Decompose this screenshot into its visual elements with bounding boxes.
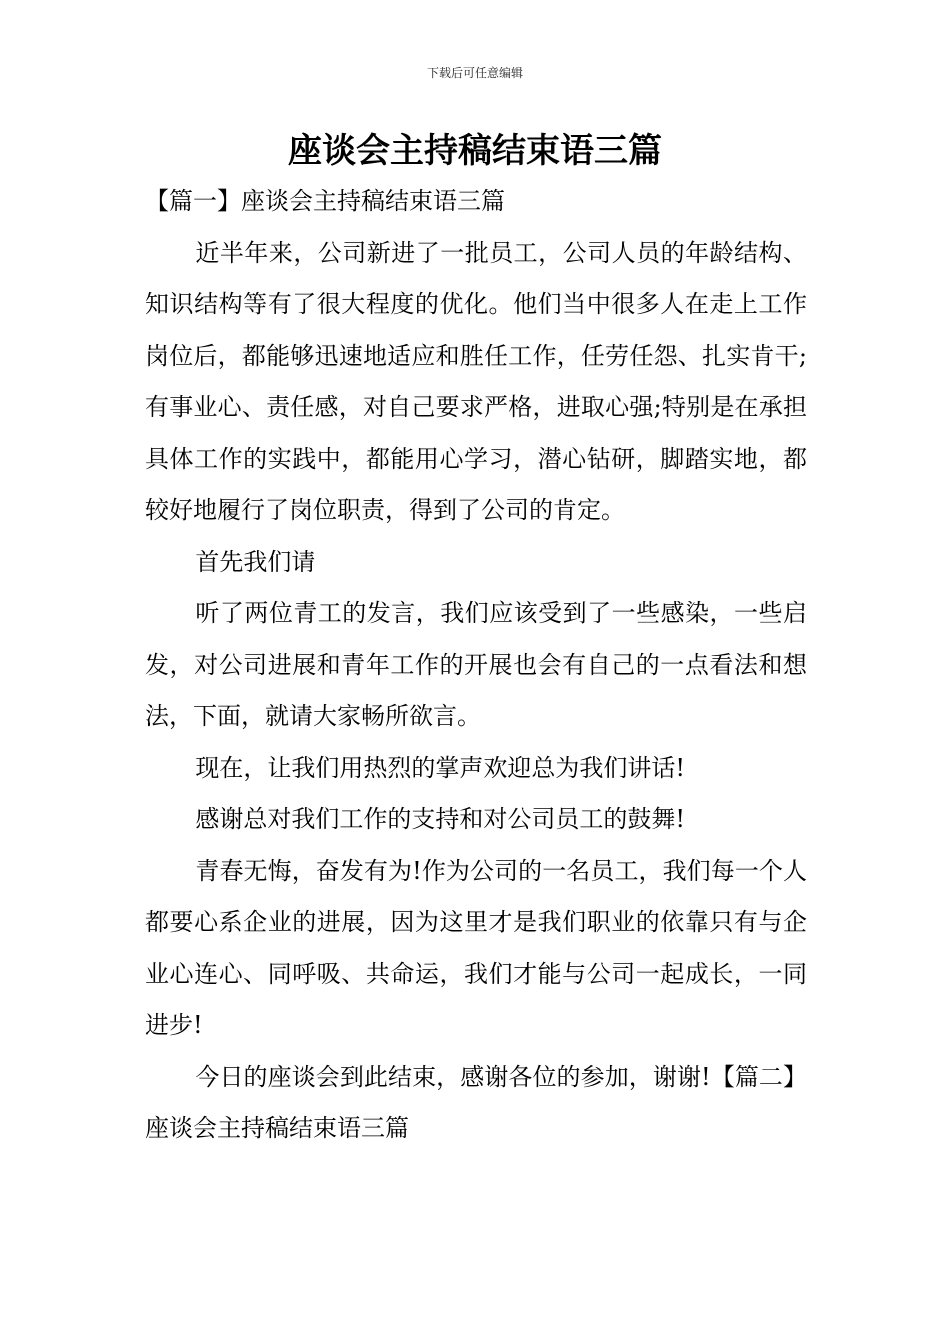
paragraph-youth: 青春无悔，奋发有为!作为公司的一名员工，我们每一个人都要心系企业的进展，因为这里才是我们职业的依靠只有与企业心连心、同呼吸、共命运，我们才能与公司一起成长，一同进步!: [145, 856, 807, 1039]
paragraph-invite: 首先我们请: [195, 547, 316, 576]
document-body: [145, 176, 807, 1155]
paragraph-discussion: 听了两位青工的发言，我们应该受到了一些感染，一些启发，对公司进展和青年工作的开展也会有自己的一点看法和想法，下面，就请大家畅所欲言。: [145, 599, 807, 730]
section-heading: 【篇一】座谈会主持稿结束语三篇: [145, 187, 505, 215]
paragraph-welcome: 现在，让我们用热烈的掌声欢迎总为我们讲话!: [195, 753, 686, 782]
document-title: 座谈会主持稿结束语三篇: [288, 131, 662, 171]
paragraph-thanks: 感谢总对我们工作的支持和对公司员工的鼓舞!: [195, 805, 686, 833]
paragraph-intro: 近半年来，公司新进了一批员工，公司人员的年龄结构、知识结构等有了很大程度的优化。他们当中很多人在走上工作岗位后，都能够迅速地适应和胜任工作，任劳任怨、扎实肯干;有事业心、责任感，对自己要求严格，进取心强;特别是在承担具体工作的实践中，都能用心学习，潜心钻研，脚踏实地，都较好地履行了岗位职责，得到了公司的肯定。: [145, 238, 807, 524]
page-header-note: 下载后可任意编辑: [426, 66, 523, 80]
paragraph-closing: 今日的座谈会到此结束，感谢各位的参加，谢谢!【篇二】座谈会主持稿结束语三篇: [145, 1062, 807, 1142]
